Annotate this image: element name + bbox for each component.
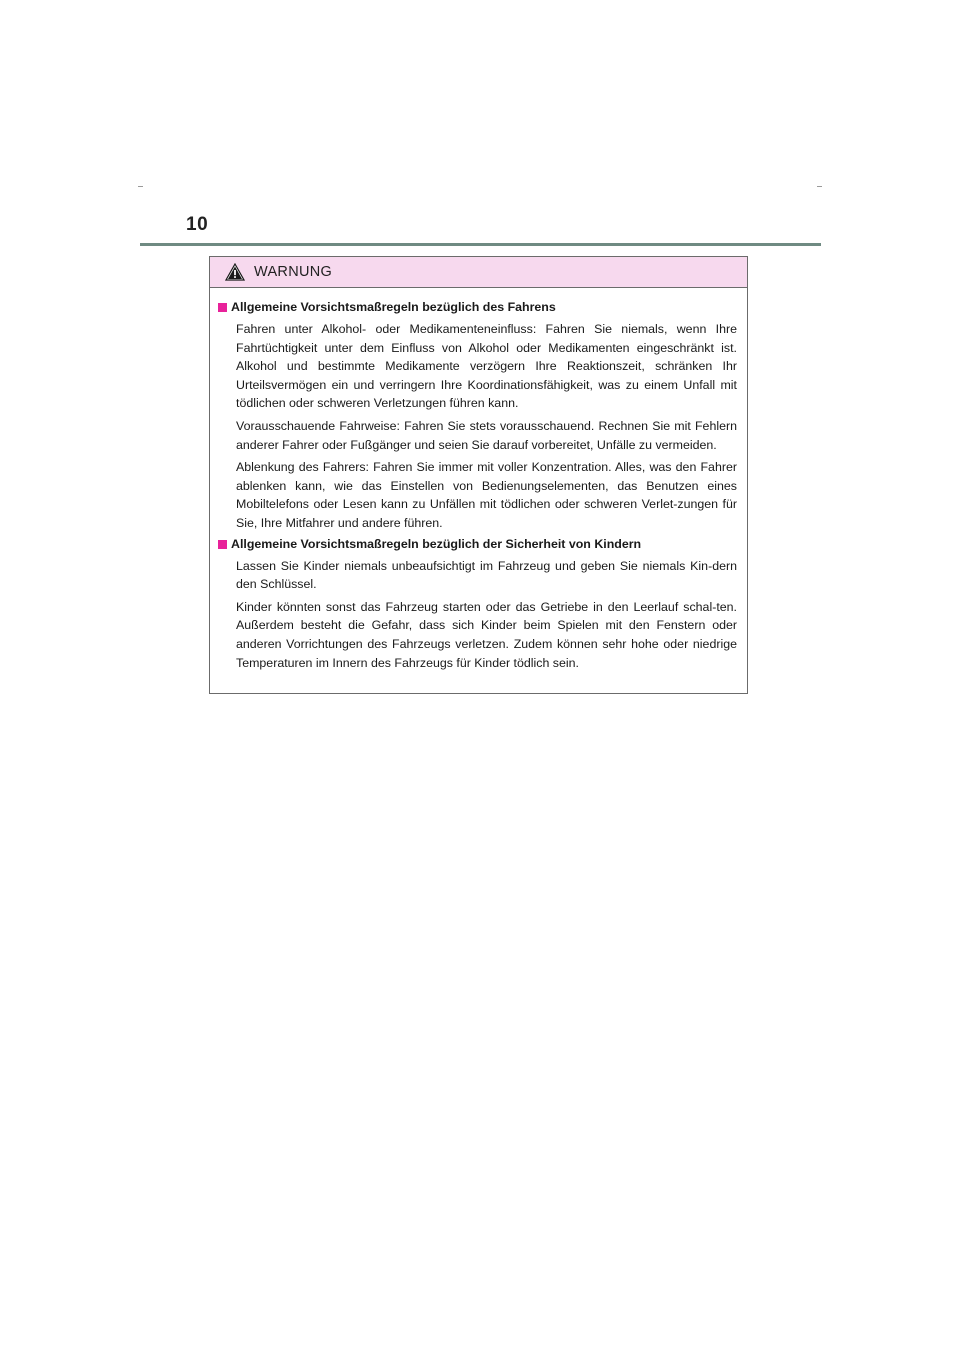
header-rule xyxy=(140,243,821,246)
section-children xyxy=(218,537,737,673)
paragraph: Fahren unter Alkohol- oder Medikamenteneinfluss: Fahren Sie niemals, wenn Ihre Fahrtüchtigkeit unter dem Einfluss von Alkohol oder Medikamenten eingeschränkt ist. Alkohol und bestimmte Medikamente verzögern Ihre Reaktionszeit, schränken Ihr Urteilsvermögen ein und verringern Ihre Koordinationsfähigkeit, was zu einem Unfall mit tödlichen oder schweren Verletzungen führen kann. xyxy=(236,322,737,411)
section-heading-text: Allgemeine Vorsichtsmaßregeln bezüglich der Sicherheit von Kindern xyxy=(231,536,642,551)
warning-body xyxy=(210,288,747,672)
section-heading xyxy=(218,537,737,552)
warning-triangle-icon xyxy=(225,263,245,281)
warning-header xyxy=(210,257,747,288)
page-number: 10 xyxy=(186,214,209,235)
paragraph: Kinder könnten sonst das Fahrzeug starten oder das Getriebe in den Leerlauf schal-ten. Außerdem besteht die Gefahr, dass sich Kinder beim Spielen mit den Fenstern oder anderen Vorrichtungen des Fahrzeugs verletzen. Zudem können sehr hohe oder niedrige Temperaturen im Innern des Fahrzeugs für Kinder tödlich sein. xyxy=(236,599,737,670)
warning-title: WARNUNG xyxy=(254,264,333,280)
crop-mark-right xyxy=(817,186,822,187)
warning-box xyxy=(209,256,748,694)
square-bullet-icon xyxy=(218,303,227,312)
section-heading-text: Allgemeine Vorsichtsmaßregeln bezüglich des Fahrens xyxy=(231,300,556,314)
paragraph: Lassen Sie Kinder niemals unbeaufsichtigt im Fahrzeug und geben Sie niemals Kin-dern den Schlüssel. xyxy=(236,558,737,592)
section-heading xyxy=(218,300,737,315)
square-bullet-icon xyxy=(218,540,227,549)
section-driving xyxy=(218,300,737,533)
crop-mark-left xyxy=(138,186,143,187)
paragraph: Vorausschauende Fahrweise: Fahren Sie stets vorausschauend. Rechnen Sie mit Fehlern anderer Fahrer oder Fußgänger und seien Sie darauf vorbereitet, Unfälle zu vermeiden. xyxy=(236,418,737,452)
paragraph: Ablenkung des Fahrers: Fahren Sie immer mit voller Konzentration. Alles, was den Fahrer ablenken kann, wie das Einstellen von Bedienungselementen, das Benutzen eines Mobiltelefons oder Lesen kann zu Unfällen mit tödlichen oder schweren Verlet-zungen für Sie, Ihre Mitfahrer und andere führen. xyxy=(236,460,737,530)
